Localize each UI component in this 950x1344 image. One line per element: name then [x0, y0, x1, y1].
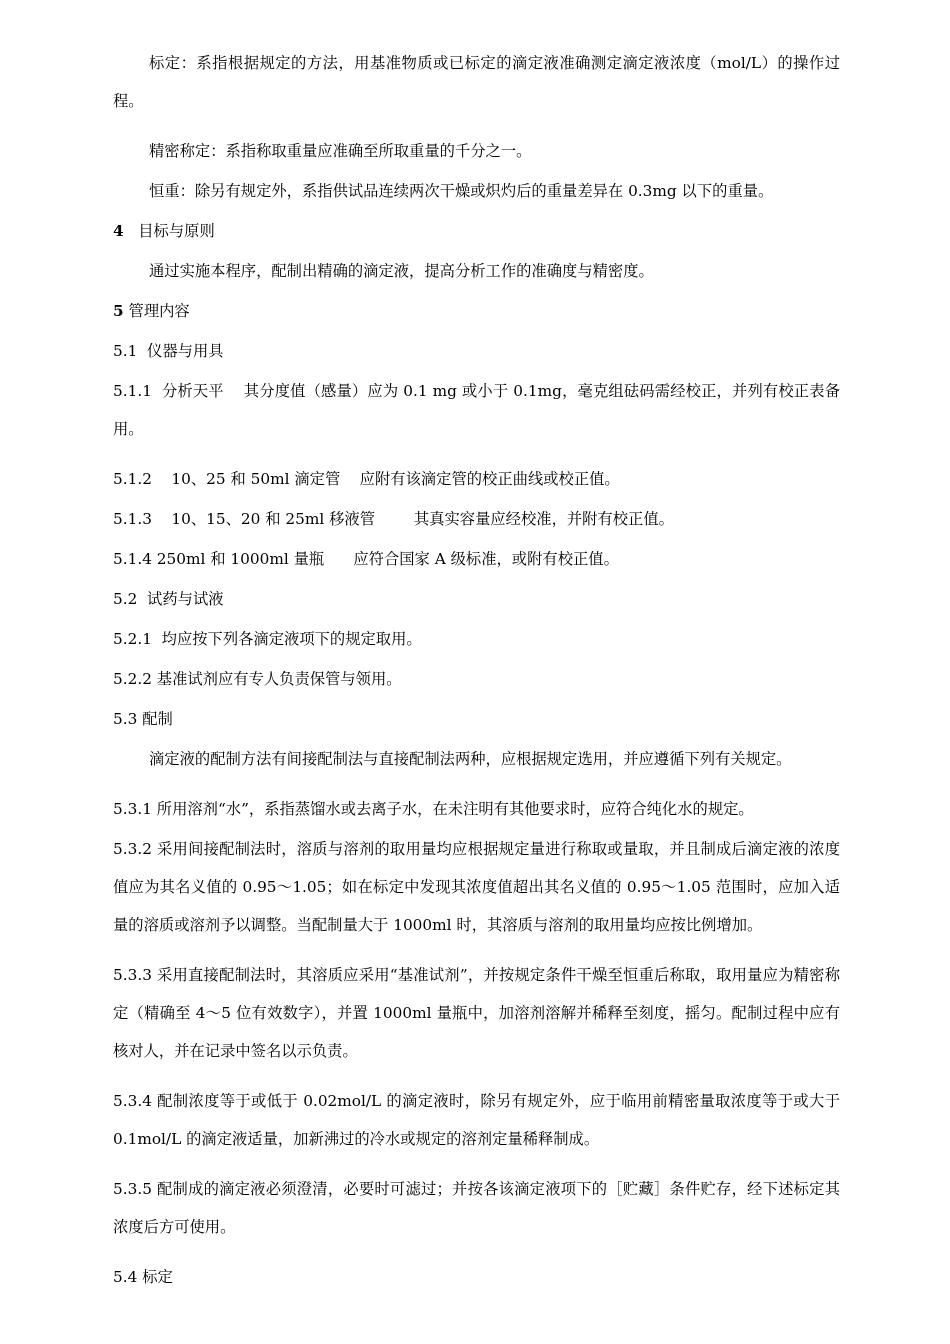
clause-5-1-3: 5.1.3 10、15、20 和 25ml 移液管 其真实容量应经校准，并附有校正值。: [113, 510, 674, 528]
paragraph-objective: 通过实施本程序，配制出精确的滴定液，提高分析工作的准确度与精密度。: [149, 262, 654, 280]
section-title: 管理内容: [128, 302, 190, 320]
paragraph-definition-calibration: 标定：系指根据规定的方法，用基准物质或已标定的滴定液准确测定滴定液浓度（mol/L）的操作过程。: [113, 54, 840, 110]
section-heading-5: [113, 292, 840, 330]
clause-5-3-1: 5.3.1 所用溶剂“水”，系指蒸馏水或去离子水，在未注明有其他要求时，应符合纯化水的规定。: [113, 800, 754, 818]
clause-5-3-4: 5.3.4 配制浓度等于或低于 0.02mol/L 的滴定液时，除另有规定外，应于临用前精密量取浓度等于或大于 0.1mol/L 的滴定液适量，加新沸过的冷水或规定的溶剂定量稀释制成。: [113, 1092, 845, 1148]
clause-5-2-2: 5.2.2 基准试剂应有专人负责保管与领用。: [113, 670, 402, 688]
section-number: 4: [113, 222, 124, 240]
subsection-heading-5-4: 5.4 标定: [113, 1268, 173, 1286]
clause-5-2-1: 5.2.1 均应按下列各滴定液项下的规定取用。: [113, 630, 422, 648]
clause-5-3-2: 5.3.2 采用间接配制法时，溶质与溶剂的取用量均应根据规定量进行称取或量取，并且制成后滴定液的浓度值应为其名义值的 0.95～1.05；如在标定中发现其浓度值超出其名义值的 0.95～1.05 范围时，应加入适量的溶质或溶剂予以调整。当配制量大于 1000ml 时，其溶质与溶剂的取用量均应按比例增加。: [113, 840, 840, 934]
paragraph-definition-precise-weighing: 精密称定：系指称取重量应准确至所取重量的千分之一。: [149, 142, 532, 160]
clause-5-1-2: 5.1.2 10、25 和 50ml 滴定管 应附有该滴定管的校正曲线或校正值。: [113, 470, 620, 488]
clause-5-3-3: 5.3.3 采用直接配制法时，其溶质应采用“基准试剂”，并按规定条件干燥至恒重后称取，取用量应为精密称定（精确至 4～5 位有效数字），并置 1000ml 量瓶中，加溶剂溶解并稀释至刻度，摇匀。配制过程中应有核对人，并在记录中签名以示负责。: [113, 966, 840, 1060]
section-title: 目标与原则: [138, 222, 215, 240]
clause-5-1-1: 5.1.1 分析天平 其分度值（感量）应为 0.1 mg 或小于 0.1mg，毫克组砝码需经校正，并列有校正表备用。: [113, 382, 840, 438]
subsection-heading-5-2: 5.2 试药与试液: [113, 590, 224, 608]
clause-5-3-5: 5.3.5 配制成的滴定液必须澄清，必要时可滤过；并按各该滴定液项下的［贮藏］条件贮存，经下述标定其浓度后方可使用。: [113, 1180, 840, 1236]
subsection-heading-5-1: 5.1 仪器与用具: [113, 342, 224, 360]
section-number: 5: [113, 302, 124, 320]
clause-5-1-4: 5.1.4 250ml 和 1000ml 量瓶 应符合国家 A 级标准，或附有校正值。: [113, 550, 619, 568]
paragraph-definition-constant-weight: 恒重：除另有规定外，系指供试品连续两次干燥或炽灼后的重量差异在 0.3mg 以下的重量。: [149, 182, 774, 200]
document-page: [113, 44, 845, 1298]
paragraph-preparation-methods: 滴定液的配制方法有间接配制法与直接配制法两种，应根据规定选用，并应遵循下列有关规定。: [149, 750, 792, 768]
subsection-heading-5-3: 5.3 配制: [113, 710, 173, 728]
section-heading-4: [113, 212, 840, 250]
